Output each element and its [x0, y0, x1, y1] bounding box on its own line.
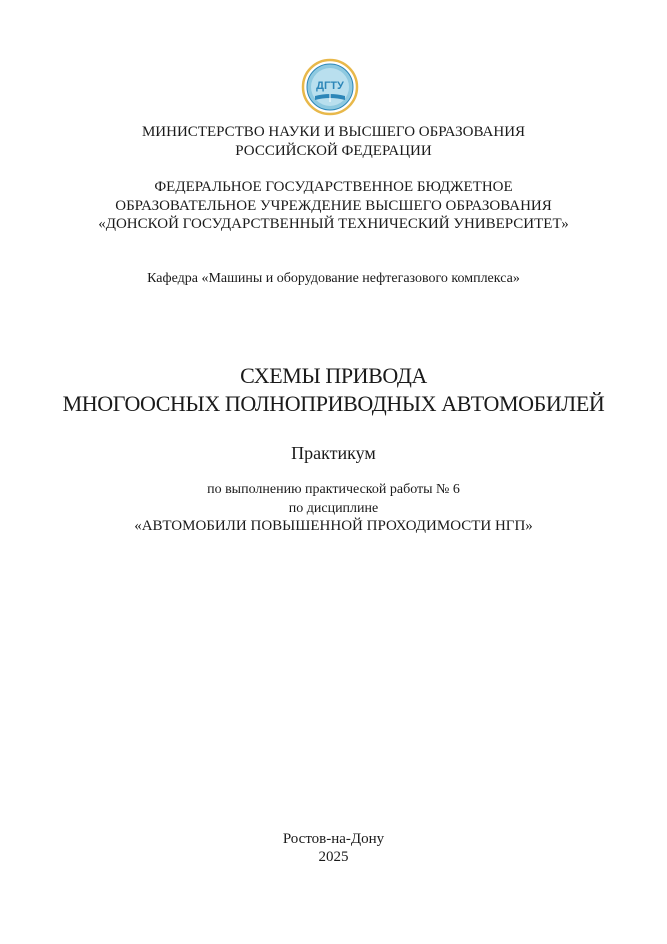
ministry-line-1: МИНИСТЕРСТВО НАУКИ И ВЫСШЕГО ОБРАЗОВАНИЯ — [141, 124, 526, 140]
university-emblem-icon — [301, 58, 359, 116]
institution-line-3: «ДОНСКОЙ ГОСУДАРСТВЕННЫЙ ТЕХНИЧЕСКИЙ УНИВЕРСИТЕТ» — [98, 216, 569, 232]
subtitle-line-1: по выполнению практической работы № 6 — [207, 482, 460, 497]
logo-text: ДГТУ — [316, 80, 344, 92]
year: 2025 — [318, 849, 349, 865]
institution-line-2: ОБРАЗОВАТЕЛЬНОЕ УЧРЕЖДЕНИЕ ВЫСШЕГО ОБРАЗОВАНИЯ — [115, 198, 552, 214]
document-type: Практикум — [291, 443, 376, 463]
title-line-1: СХЕМЫ ПРИВОДА — [240, 363, 427, 388]
discipline-name: «АВТОМОБИЛИ ПОВЫШЕННОЙ ПРОХОДИМОСТИ НГП» — [134, 518, 533, 534]
subtitle-line-2: по дисциплине — [288, 501, 379, 516]
city: Ростов-на-Дону — [282, 831, 385, 847]
title-line-2: МНОГООСНЫХ ПОЛНОПРИВОДНЫХ АВТОМОБИЛЕЙ — [62, 391, 605, 416]
institution-line-1: ФЕДЕРАЛЬНОЕ ГОСУДАРСТВЕННОЕ БЮДЖЕТНОЕ — [154, 179, 513, 195]
department-name: Кафедра «Машины и оборудование нефтегазового комплекса» — [147, 271, 520, 286]
ministry-line-2: РОССИЙСКОЙ ФЕДЕРАЦИИ — [235, 143, 432, 159]
